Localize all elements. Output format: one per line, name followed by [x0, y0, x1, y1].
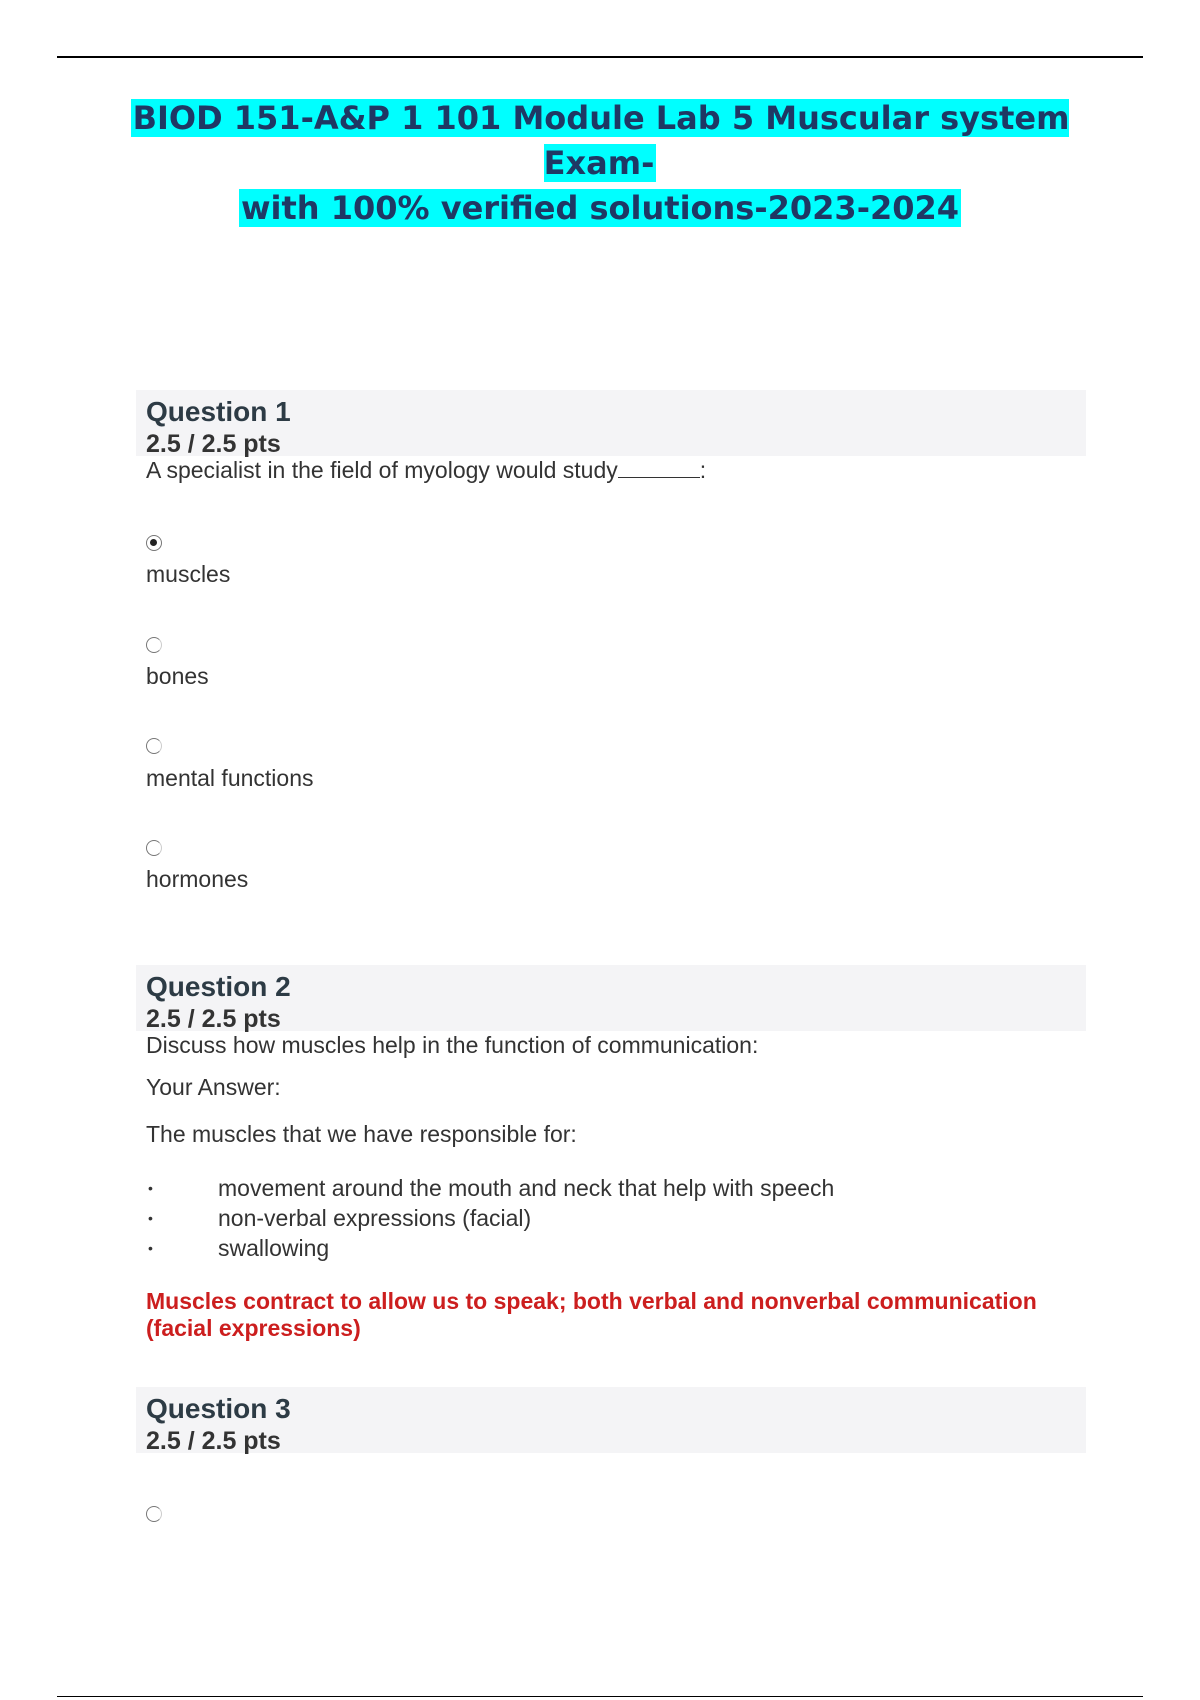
top-rule — [57, 56, 1143, 58]
option-label: bones — [146, 663, 209, 689]
title-line-2: with 100% verified solutions-2023-2024 — [240, 189, 960, 227]
list-item: • non-verbal expressions (facial) — [146, 1203, 1046, 1233]
radio-option-bones[interactable] — [146, 637, 162, 653]
radio-option-hormones[interactable] — [146, 840, 162, 856]
radio-option-mental-functions[interactable] — [146, 738, 162, 754]
question-title: Question 3 — [146, 1393, 291, 1424]
option-label: mental functions — [146, 765, 314, 791]
question-1-header — [136, 390, 1086, 456]
document-title — [130, 96, 1070, 231]
prompt-text: A specialist in the field of myology would study — [146, 457, 618, 483]
radio-option-muscles[interactable] — [146, 535, 162, 551]
question-2-prompt: Discuss how muscles help in the function of communication: — [146, 1032, 759, 1058]
question-title: Question 2 — [146, 971, 291, 1002]
correct-answer: Muscles contract to allow us to speak; both verbal and nonverbal communication (facial expressions) — [146, 1288, 1037, 1341]
question-3-header — [136, 1387, 1086, 1453]
question-2-header — [136, 965, 1086, 1031]
fill-in-blank — [618, 457, 700, 478]
question-points: 2.5 / 2.5 pts — [146, 1005, 281, 1033]
question-title: Question 1 — [146, 396, 291, 427]
list-item: • swallowing — [146, 1233, 1046, 1263]
option-label: muscles — [146, 561, 231, 587]
list-item: • movement around the mouth and neck that help with speech — [146, 1173, 1046, 1203]
option-label: hormones — [146, 866, 249, 892]
your-answer-label: Your Answer: — [146, 1074, 281, 1100]
question-points: 2.5 / 2.5 pts — [146, 1427, 281, 1455]
title-line-1: BIOD 151-A&P 1 101 Module Lab 5 Muscular system Exam- — [132, 99, 1070, 182]
radio-option[interactable] — [146, 1506, 162, 1522]
answer-bullet-list — [146, 1173, 1046, 1263]
bottom-rule — [57, 1696, 1143, 1697]
question-1-prompt — [146, 456, 706, 484]
answer-intro: The muscles that we have responsible for: — [146, 1121, 577, 1147]
prompt-suffix: : — [699, 457, 707, 483]
question-points: 2.5 / 2.5 pts — [146, 430, 281, 458]
